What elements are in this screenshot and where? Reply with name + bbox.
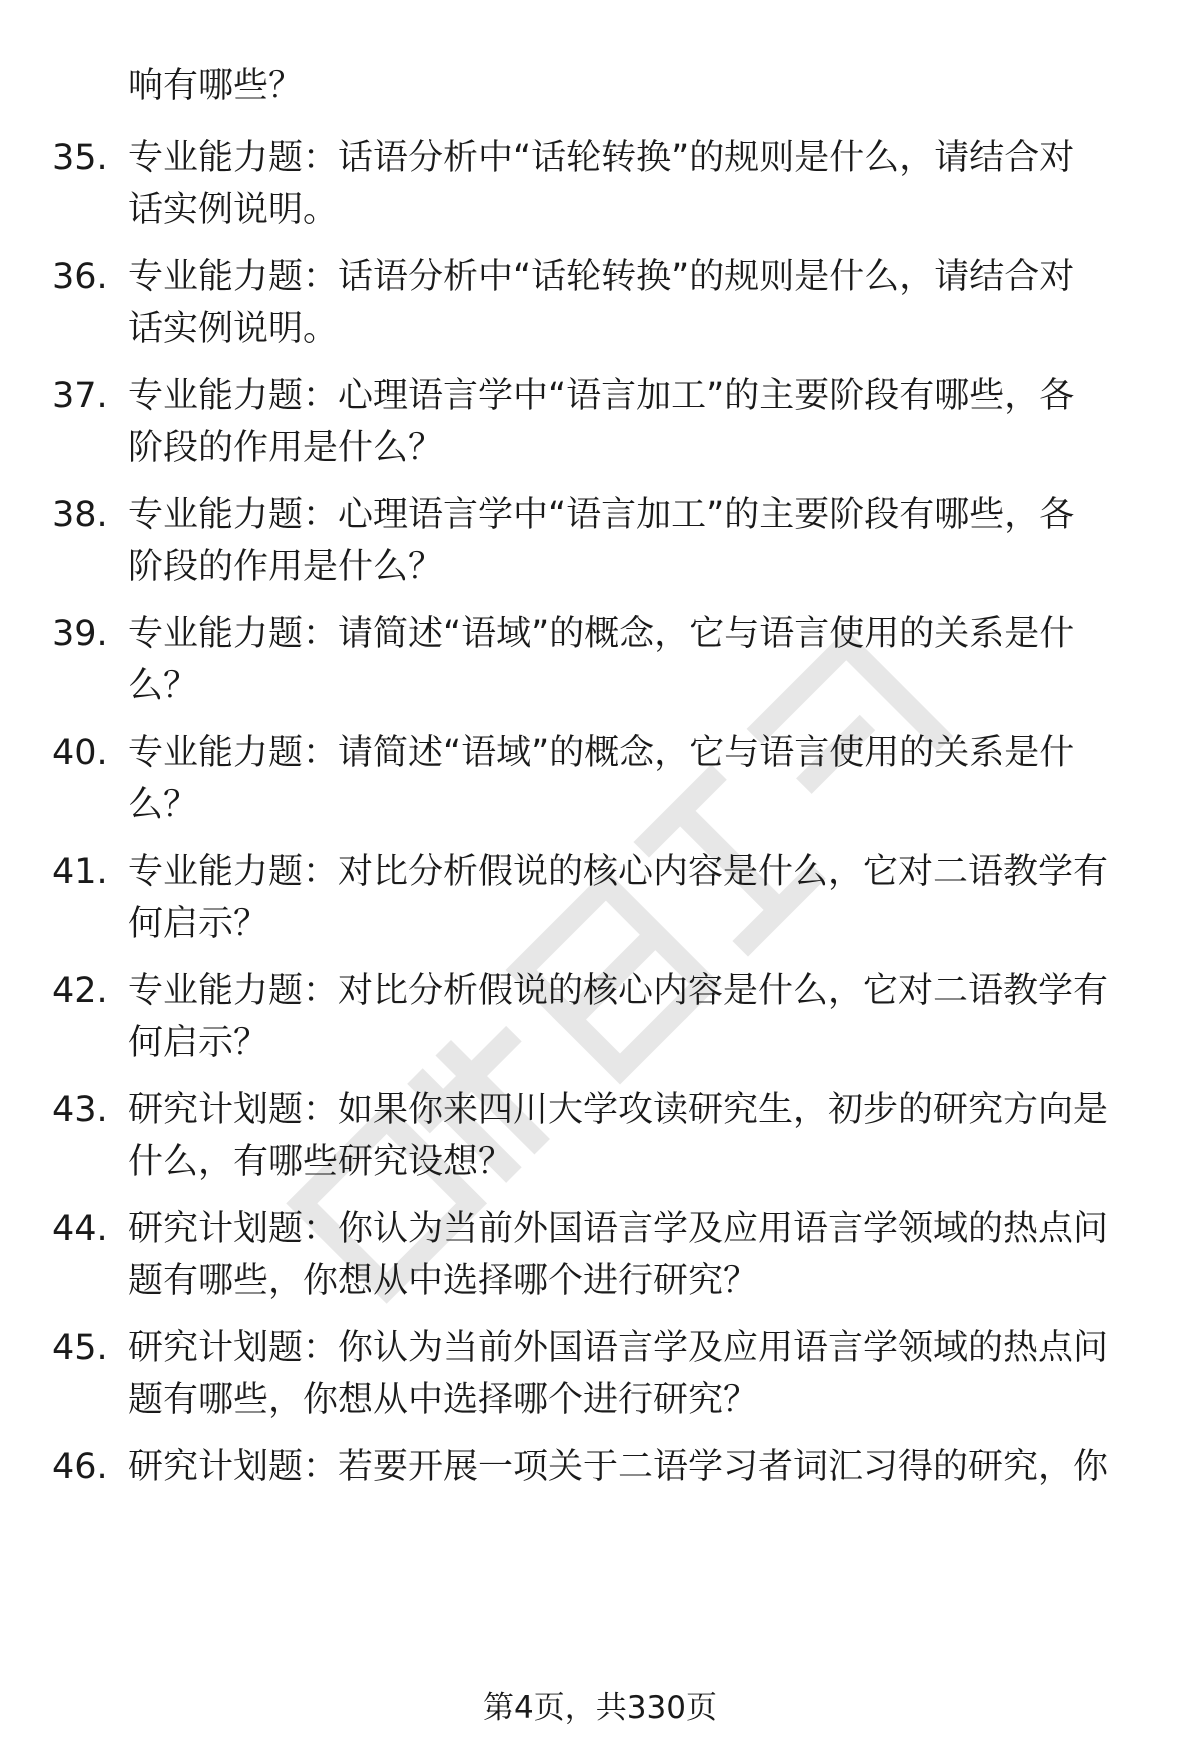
- question-text-line: 专业能力题：心理语言学中“语言加工”的主要阶段有哪些，各: [128, 376, 1075, 416]
- question-item-41: [52, 846, 1152, 956]
- question-text-line: 么？: [128, 785, 199, 825]
- question-number: 35.: [52, 138, 108, 178]
- question-item-46: [52, 1441, 1152, 1551]
- question-text-line: 专业能力题：请简述“语域”的概念，它与语言使用的关系是什: [128, 733, 1075, 773]
- question-number: 46.: [52, 1447, 108, 1487]
- question-item-44: [52, 1203, 1152, 1313]
- question-item-43: [52, 1084, 1152, 1194]
- question-text-line: 何启示？: [128, 904, 269, 944]
- question-text-line: 专业能力题：心理语言学中“语言加工”的主要阶段有哪些，各: [128, 495, 1075, 535]
- question-text-line: 研究计划题：你认为当前外国语言学及应用语言学领域的热点问: [128, 1209, 1109, 1249]
- question-text-line: 何启示？: [128, 1023, 269, 1063]
- question-number: 42.: [52, 971, 108, 1011]
- question-text-line: 研究计划题：你认为当前外国语言学及应用语言学领域的热点问: [128, 1328, 1109, 1368]
- question-number: 40.: [52, 733, 108, 773]
- question-text-line: 题有哪些，你想从中选择哪个进行研究？: [128, 1261, 759, 1301]
- question-text-line: 专业能力题：对比分析假说的核心内容是什么，它对二语教学有: [128, 852, 1109, 892]
- question-text-line: 研究计划题：若要开展一项关于二语学习者词汇习得的研究，你: [128, 1447, 1109, 1487]
- question-number: 44.: [52, 1209, 108, 1249]
- question-item-40: [52, 727, 1152, 837]
- question-text-line: 题有哪些，你想从中选择哪个进行研究？: [128, 1380, 759, 1420]
- question-text-line: 专业能力题：请简述“语域”的概念，它与语言使用的关系是什: [128, 614, 1075, 654]
- question-number: 36.: [52, 257, 108, 297]
- question-number: 43.: [52, 1090, 108, 1130]
- question-text-line: 研究计划题：如果你来四川大学攻读研究生，初步的研究方向是: [128, 1090, 1109, 1130]
- question-item-39: [52, 608, 1152, 718]
- question-number: 45.: [52, 1328, 108, 1368]
- question-text-line: 么？: [128, 666, 199, 706]
- question-text-line: 什么，有哪些研究设想？: [128, 1142, 514, 1182]
- question-number: 41.: [52, 852, 108, 892]
- question-item-42: [52, 965, 1152, 1075]
- question-number: 39.: [52, 614, 108, 654]
- question-item-38: [52, 489, 1152, 599]
- question-item-35: [52, 132, 1152, 242]
- question-item-37: [52, 370, 1152, 480]
- question-text-line: 专业能力题：话语分析中“话轮转换”的规则是什么，请结合对: [128, 257, 1075, 297]
- page-number-footer: 第4页，共330页: [483, 1690, 717, 1726]
- question-text-line: 阶段的作用是什么？: [128, 428, 444, 468]
- question-text-line: 话实例说明。: [128, 190, 339, 230]
- question-item-36: [52, 251, 1152, 361]
- continued-question-text: 响有哪些？: [128, 66, 304, 106]
- question-text-line: 阶段的作用是什么？: [128, 547, 444, 587]
- question-number: 38.: [52, 495, 108, 535]
- question-text-line: 专业能力题：话语分析中“话轮转换”的规则是什么，请结合对: [128, 138, 1075, 178]
- question-item-45: [52, 1322, 1152, 1432]
- question-number: 37.: [52, 376, 108, 416]
- question-text-line: 专业能力题：对比分析假说的核心内容是什么，它对二语教学有: [128, 971, 1109, 1011]
- question-text-line: 话实例说明。: [128, 309, 339, 349]
